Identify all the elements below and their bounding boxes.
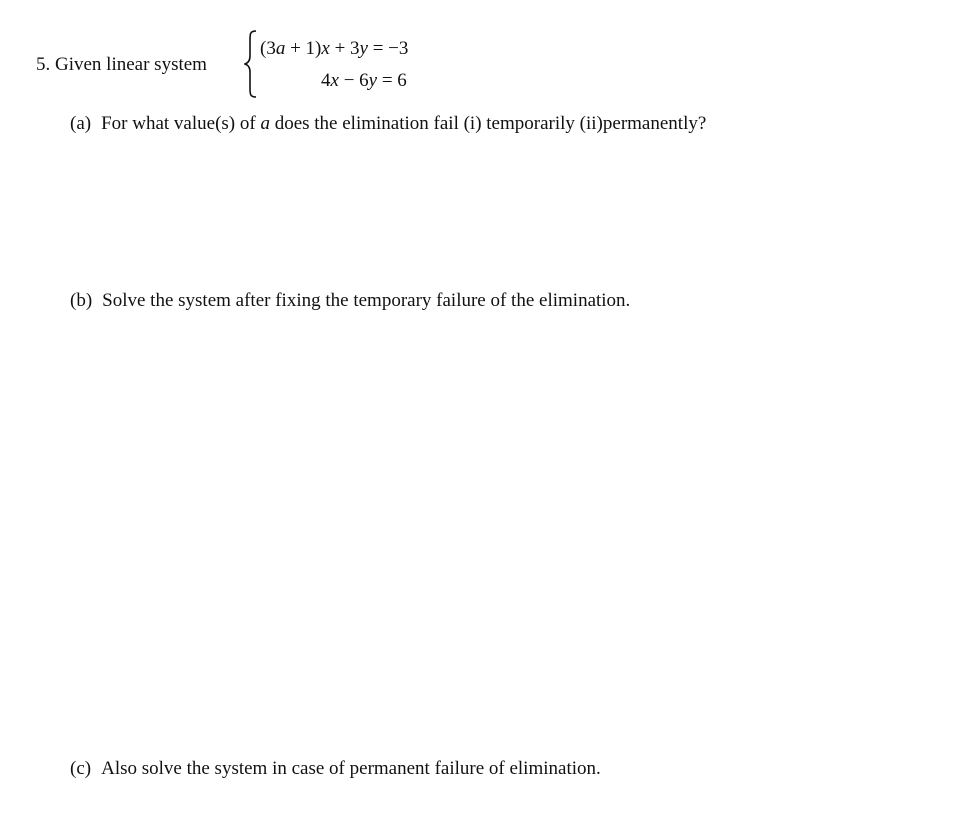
question-intro: Given linear system xyxy=(55,54,207,75)
part-c xyxy=(70,758,601,780)
left-brace xyxy=(244,30,258,98)
question-header xyxy=(36,54,207,76)
part-c-label: (c) xyxy=(70,758,92,779)
part-b-label: (b) xyxy=(70,290,93,311)
part-b xyxy=(70,290,630,312)
part-b-text: Solve the system after fixing the temporary failure of the elimination. xyxy=(102,290,631,311)
part-c-text: Also solve the system in case of permanent failure of elimination. xyxy=(101,758,601,779)
equation-1: (3a + 1)x + 3y = −3 xyxy=(260,38,409,59)
part-a: (a) For what value(s) of a does the elimination fail (i) temporarily (ii)permanently? xyxy=(70,113,707,134)
part-a-label: (a) xyxy=(70,113,92,134)
equation-2: 4x − 6y = 6 xyxy=(321,70,407,91)
question-number: 5. xyxy=(36,54,51,75)
